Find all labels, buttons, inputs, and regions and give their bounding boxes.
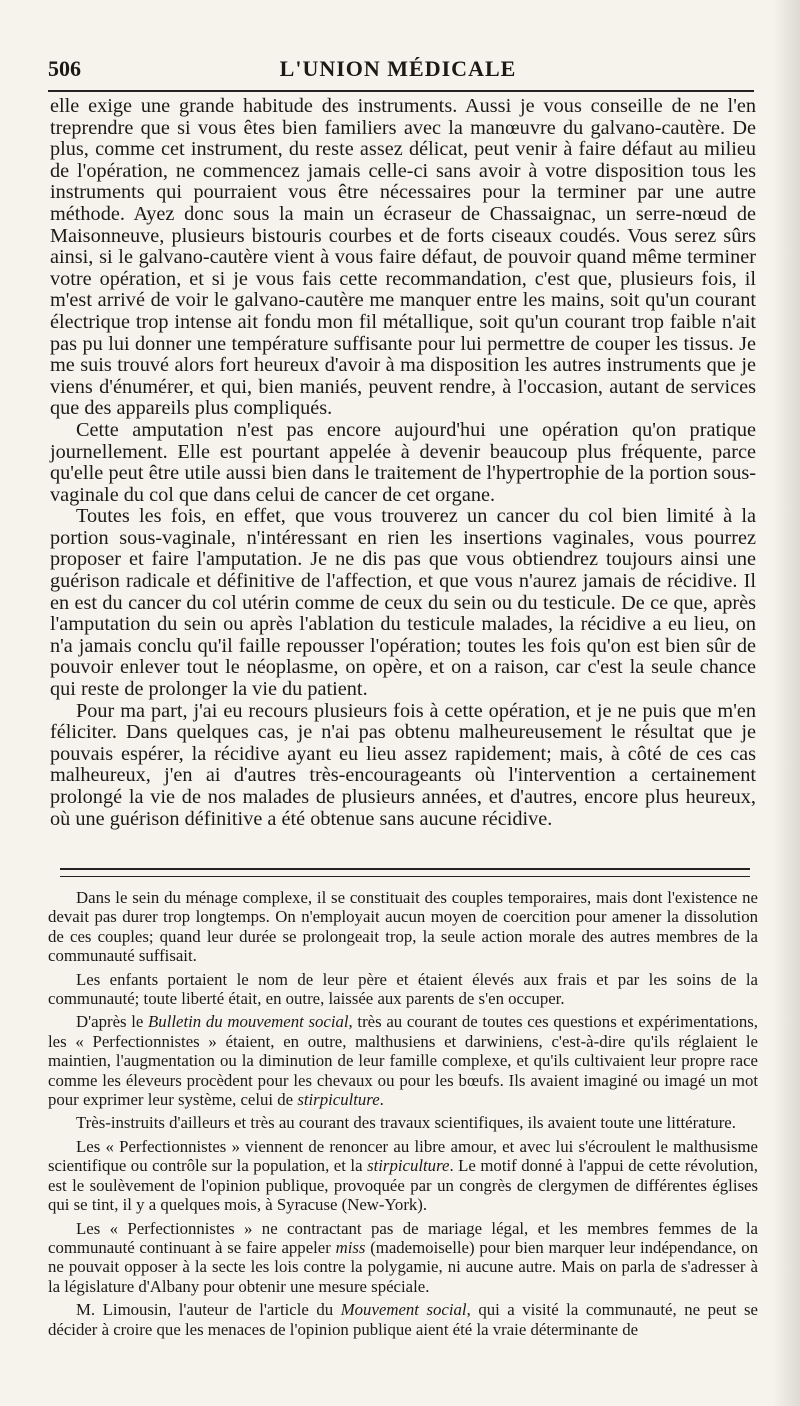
running-header (48, 52, 748, 86)
text-run: Les « Perfectionnistes » ne contractant pas de mariage légal, et les membres femmes de la communauté continuant à se faire appeler (48, 1218, 758, 1257)
text-run: M. Limousin, l'auteur de l'article du (76, 1300, 341, 1320)
text-run: (mademoiselle) pour bien marquer leur indépendance, on ne pouvait opposer à la secte les lois contre la polygamie, ni aucune autre. Mais on parla de s'adresser à la législature d'Albany pour obtenir une mesure spéciale. (48, 1237, 758, 1296)
feuilleton-text (48, 888, 758, 1343)
journal-title: L'UNION MÉDICALE (279, 56, 517, 81)
note-paragraph (48, 1219, 758, 1297)
note-paragraph (48, 1137, 758, 1215)
page-edge-shadow (772, 0, 800, 1406)
page-number: 506 (48, 56, 81, 81)
paragraph: Toutes les fois, en effet, que vous trouverez un cancer du col bien limité à la portion sous-vaginale, n'intéressant en rien les insertions vaginales, vous pourrez proposer et faire l'amputation. Je ne dis pas que vous obtiendrez toujours ainsi une guérison radicale et définitive de l'affection, et que vous n'aurez jamais de récidive. Il en est du cancer du col utérin comme de ceux du sein ou du testicule. De ce que, après l'amputation du sein ou après l'ablation du testicule malades, la récidive a eu lieu, on n'a jamais conclu qu'il faille repousser l'opération; toutes les fois qu'on est bien sûr de pouvoir enlever tout le néoplasme, on opère, et on a raison, car c'est la seule chance qui reste de prolonger la vie du patient. (50, 505, 756, 701)
term-emphasis: stirpiculture (367, 1156, 450, 1176)
note-paragraph: Très-instruits d'ailleurs et très au courant des travaux scientifiques, ils avaient toute une littérature. (76, 1113, 736, 1133)
main-text (50, 96, 756, 830)
term-emphasis: miss (335, 1237, 366, 1257)
note-paragraph: Les enfants portaient le nom de leur père et étaient élevés aux frais et par les soins de la communauté; toute liberté était, en outre, laissée aux parents de s'en occuper. (48, 969, 758, 1009)
note-paragraph (48, 1012, 758, 1109)
publication-title: Mouvement social (340, 1300, 467, 1320)
note-paragraph: Dans le sein du ménage complexe, il se constituait des couples temporaires, mais dont l'existence ne devait pas durer trop longtemps. On n'employait aucun moyen de coercition pour amener la dissolution de ces couples; quand leur durée se prolongeait trop, la seule action morale des autres membres de la communauté suffisait. (48, 888, 758, 966)
text-run: . Le motif donné à l'appui de cette révolution, est le soulèvement de l'opinion publique, provoquée par un congrès de clergymen de différentes églises qui se tint, il y a quelques mois, à Syracuse (New-York). (48, 1156, 758, 1215)
header-rule (48, 90, 754, 92)
text-run: , qui a visité la communauté, ne peut se décider à croire que les menaces de l'opinion publique aient été la vraie déterminante de (48, 1300, 759, 1339)
note-paragraph (48, 1300, 758, 1339)
text-run: , très au courant de toutes ces questions et expérimentations, les « Perfectionnistes » étaient, en outre, malthusiens et darwiniens, c'est-à-dire qu'ils réglaient le maintien, l'augmentation ou la diminution de leur famille complexe, et qu'ils cultivaient leur propre race comme les éleveurs procèdent pour les chevaux ou pour les bœufs. Ils avaient imaginé ou imagé un mot pour exprimer leur système, celui de (48, 1012, 758, 1110)
paragraph: elle exige une grande habitude des instruments. Aussi je vous conseille de ne l'en treprendre que si vous êtes bien familiers avec la manœuvre du galvano-cautère. De plus, comme cet instrument, du reste assez délicat, peut venir à faire défaut au milieu de l'opération, ne commencez jamais celle-ci sans avoir à votre disposition tous les instruments qui pourraient vous être nécessaires pour la terminer par une autre méthode. Ayez donc sous la main un écraseur de Chassaignac, un serre-nœud de Maisonneuve, plusieurs bistouris courbes et de forts ciseaux coudés. Vous serez sûrs ainsi, si le galvano-cautère vient à vous faire défaut, de pouvoir quand même terminer votre opération, et si je vous fais cette recommandation, c'est que, plusieurs fois, il m'est arrivé de voir le galvano-cautère me manquer entre les mains, soit qu'un courant électrique trop intense ait fondu mon fil métallique, soit qu'un courant trop faible n'ait pas pu lui donner une température suffisante pour lui permettre de couper les tissus. Je me suis trouvé alors fort heureux d'avoir à ma disposition les autres instruments que je viens d'énumérer, et qui, bien maniés, peuvent rendre, à l'occasion, autant de services que des appareils plus compliqués. (50, 95, 756, 420)
term-emphasis: stirpiculture (297, 1090, 380, 1110)
text-run: Les « Perfectionnistes » viennent de renoncer au libre amour, et avec lui s'écroulent le malthusisme scientifique ou contrôle sur la population, et la (48, 1136, 758, 1176)
publication-title: Bulletin du mouvement social (148, 1012, 349, 1032)
paragraph: Pour ma part, j'ai eu recours plusieurs fois à cette opération, et je ne puis que m'en féliciter. Dans quelques cas, je n'ai pas obtenu malheureusement le résultat que je pouvais espérer, la récidive ayant eu lieu assez rapidement; mais, à côté de ces cas malheureux, j'en ai d'autres très-encourageants où l'intervention a certainement prolongé la vie de nos malades de plusieurs années, et d'autres, encore plus heureux, où une guérison définitive a été obtenue sans aucune récidive. (50, 699, 756, 830)
text-run: . (379, 1090, 384, 1110)
paragraph: Cette amputation n'est pas encore aujourd'hui une opération qu'on pratique journellement. Elle est pourtant appelée à devenir beaucoup plus fréquente, parce qu'elle peut être utile aussi bien dans le traitement de l'hypertrophie de la portion sous-vaginale du col que dans celui de cancer de cet organe. (50, 418, 756, 506)
text-run: D'après le (76, 1012, 149, 1032)
section-rule (60, 868, 750, 877)
